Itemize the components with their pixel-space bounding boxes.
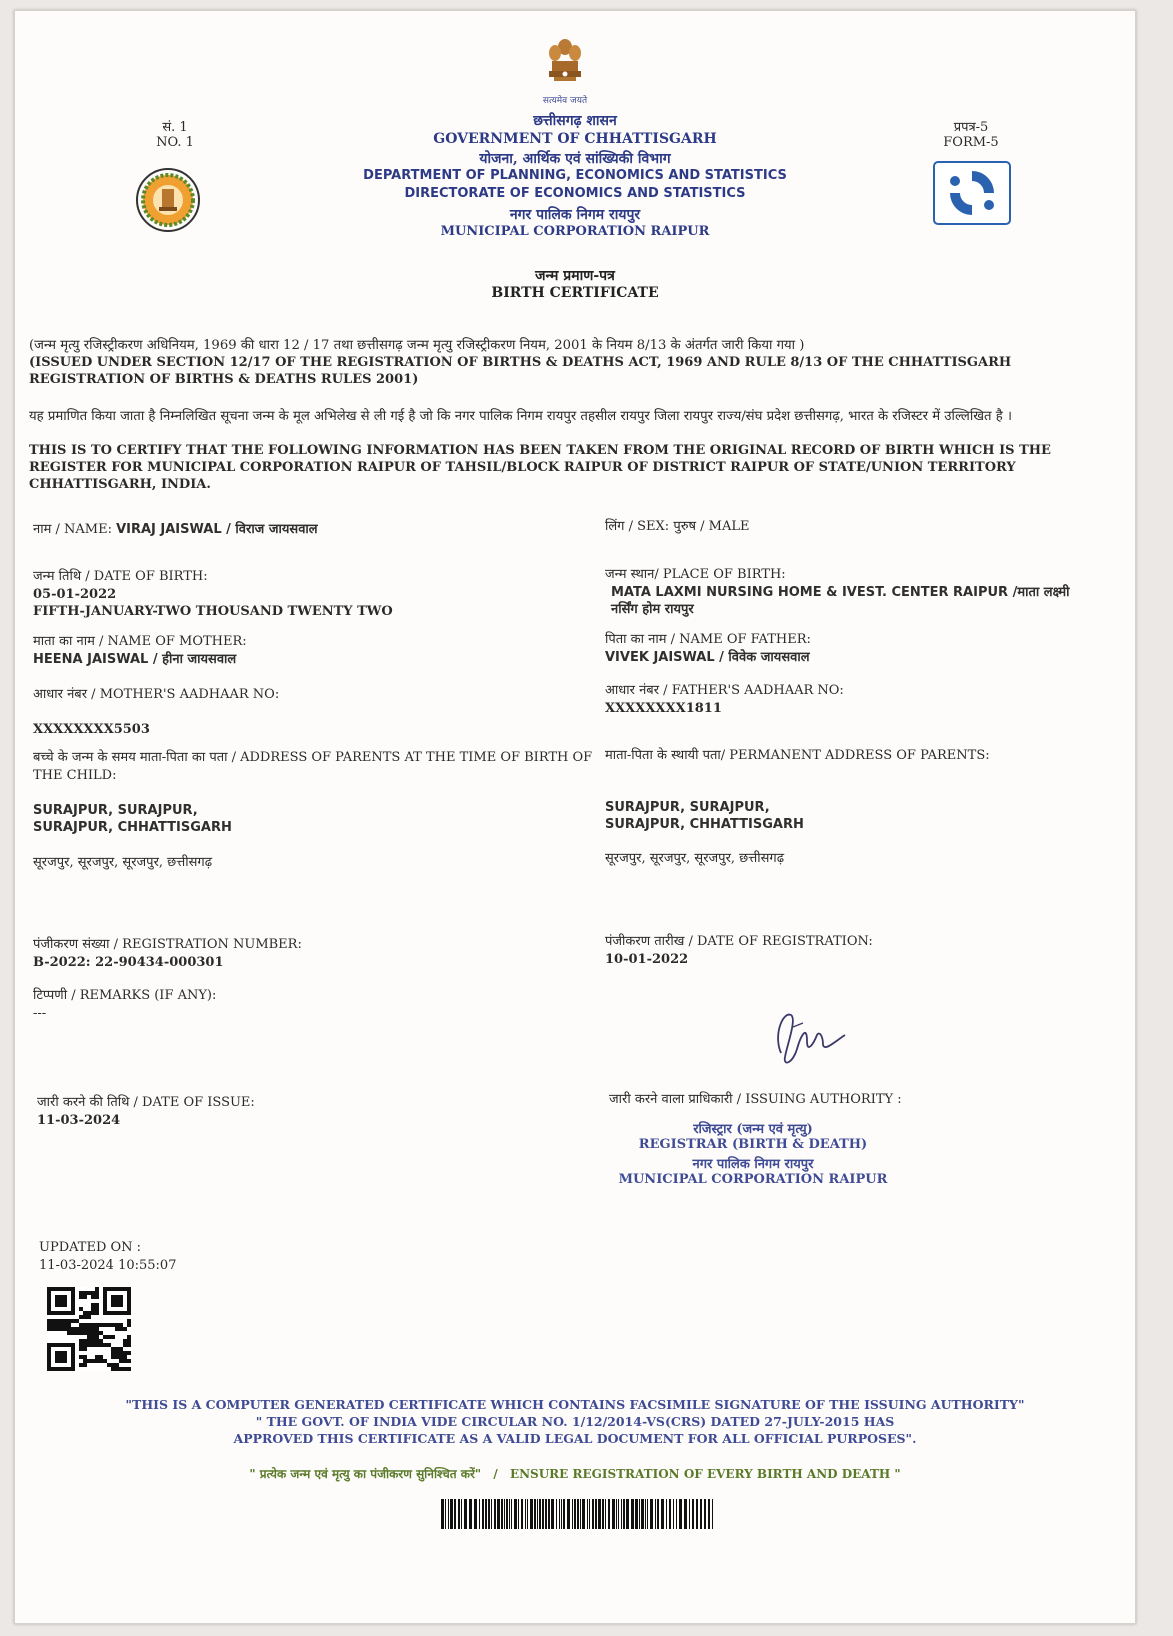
father-name-label: पिता का नाम / NAME OF FATHER: xyxy=(605,632,811,647)
updated-on-value: 11-03-2024 10:55:07 xyxy=(39,1258,177,1273)
registration-date-value: 10-01-2022 xyxy=(605,952,689,967)
serial-number-en: NO. 1 xyxy=(156,135,194,150)
issuing-authority-label: जारी करने वाला प्राधिकारी / ISSUING AUTHORITY : xyxy=(609,1092,902,1107)
directorate-name-en: DIRECTORATE OF ECONOMICS AND STATISTICS xyxy=(404,186,746,201)
dob-value: 05-01-2022 xyxy=(33,587,117,602)
form-number-en: FORM-5 xyxy=(943,135,999,150)
registrar-corp-en: MUNICIPAL CORPORATION RAIPUR xyxy=(618,1172,888,1187)
barcode-icon xyxy=(441,1499,713,1529)
footer-approved: APPROVED THIS CERTIFICATE AS A VALID LEGAL DOCUMENT FOR ALL OFFICIAL PURPOSES". xyxy=(233,1431,917,1446)
footer-slogan xyxy=(75,1465,1075,1482)
permanent-address-label: माता-पिता के स्थायी पता/ PERMANENT ADDRESS OF PARENTS: xyxy=(605,748,990,763)
registration-number-label: पंजीकरण संख्या / REGISTRATION NUMBER: xyxy=(33,937,302,952)
birth-address-label: बच्चे के जन्म के समय माता-पिता का पता / ADDRESS OF PARENTS AT THE TIME OF BIRTH OF THE CHILD: xyxy=(33,750,593,783)
department-name-hi: योजना, आर्थिक एवं सांख्यिकी विभाग xyxy=(479,151,671,167)
issued-under-en: (ISSUED UNDER SECTION 12/17 OF THE REGISTRATION OF BIRTHS & DEATHS ACT, 1969 AND RULE 8/13 OF THE CHHATTISGARH REGISTRATION OF BIRTHS & DEATHS RULES 2001) xyxy=(29,355,1012,387)
mother-aadhaar-label: आधार नंबर / MOTHER'S AADHAAR NO: xyxy=(33,687,280,702)
government-name-en: GOVERNMENT OF CHHATTISGARH xyxy=(433,131,717,147)
father-aadhaar-value: XXXXXXXX1811 xyxy=(605,701,722,716)
updated-on-label: UPDATED ON : xyxy=(39,1240,142,1255)
footer-computer-generated: "THIS IS A COMPUTER GENERATED CERTIFICATE WHICH CONTAINS FACSIMILE SIGNATURE OF THE ISSUING AUTHORITY" xyxy=(125,1397,1025,1412)
signature-icon xyxy=(763,1005,853,1071)
dob-label: जन्म तिथि / DATE OF BIRTH: xyxy=(33,569,208,584)
registration-date-label: पंजीकरण तारीख / DATE OF REGISTRATION: xyxy=(605,934,873,949)
footer-circular: " THE GOVT. OF INDIA VIDE CIRCULAR NO. 1/12/2014-VS(CRS) DATED 27-JULY-2015 HAS xyxy=(255,1414,895,1429)
remarks-value: --- xyxy=(33,1006,47,1021)
corporation-name-en: MUNICIPAL CORPORATION RAIPUR xyxy=(440,224,710,239)
mother-name-value: HEENA JAISWAL / हीना जायसवाल xyxy=(33,652,237,667)
permanent-address-hi: सूरजपुर, सूरजपुर, सूरजपुर, छत्तीसगढ़ xyxy=(605,851,785,866)
slogan-separator: / xyxy=(493,1467,498,1481)
sex xyxy=(605,518,1105,536)
qr-code-icon xyxy=(47,1287,131,1371)
registrar-title-en: REGISTRAR (BIRTH & DEATH) xyxy=(638,1137,868,1152)
registrar-corp-hi: नगर पालिक निगम रायपुर xyxy=(692,1157,814,1172)
slogan-hi: " प्रत्येक जन्म एवं मृत्यु का पंजीकरण सुनिश्चित करें" xyxy=(249,1467,482,1481)
remarks-label: टिप्पणी / REMARKS (IF ANY): xyxy=(33,988,217,1003)
place-of-birth-value: MATA LAXMI NURSING HOME & IVEST. CENTER RAIPUR /माता लक्ष्मी नर्सिंग होम रायपुर xyxy=(611,585,1070,617)
certify-statement-en: THIS IS TO CERTIFY THAT THE FOLLOWING INFORMATION HAS BEEN TAKEN FROM THE ORIGINAL RECORD OF BIRTH WHICH IS THE REGISTER FOR MUNICIPAL CORPORATION RAIPUR OF TAHSIL/BLOCK RAIPUR OF DISTRICT RAIPUR OF STATE/UNION TERRITORY CHHATTISGARH, INDIA. xyxy=(29,443,1051,492)
dob-words: FIFTH-JANUARY-TWO THOUSAND TWENTY TWO xyxy=(33,604,393,619)
certify-statement-hi: यह प्रमाणित किया जाता है निम्नलिखित सूचना जन्म के मूल अभिलेख से ली गई है जो कि नगर पालिक निगम रायपुर तहसील रायपुर जिला रायपुर राज्य/संघ प्रदेश छत्तीसगढ़, भारत के रजिस्टर में उल्लिखित है । xyxy=(29,409,1012,424)
registration-number-value: B-2022: 22-90434-000301 xyxy=(33,955,224,970)
issued-under-hi: (जन्म मृत्यु रजिस्ट्रीकरण अधिनियम, 1969 की धारा 12 / 17 तथा छत्तीसगढ़ जन्म मृत्यु रजिस्ट्रीकरण नियम, 2001 के नियम 8/13 के अंतर्गत जारी किया गया ) xyxy=(29,338,805,353)
registrar-title-hi: रजिस्ट्रार (जन्म एवं मृत्यु) xyxy=(693,1122,813,1137)
department-name-en: DEPARTMENT OF PLANNING, ECONOMICS AND STATISTICS xyxy=(363,168,787,183)
certificate-sheet xyxy=(14,10,1136,1624)
national-emblem-icon xyxy=(540,35,590,95)
place-of-birth-label: जन्म स्थान/ PLACE OF BIRTH: xyxy=(605,567,786,582)
child-name-value: VIRAJ JAISWAL / विराज जायसवाल xyxy=(116,522,318,537)
birth-address-hi: सूरजपुर, सूरजपुर, सूरजपुर, छत्तीसगढ़ xyxy=(33,855,213,870)
issue-date-value: 11-03-2024 xyxy=(37,1113,121,1128)
sex-value: पुरुष / MALE xyxy=(673,519,750,534)
child-name xyxy=(33,521,593,539)
birth-address-en: SURAJPUR, SURAJPUR, SURAJPUR, CHHATTISGARH xyxy=(33,803,232,835)
form-number-hi: प्रपत्र-5 xyxy=(953,120,989,135)
emblem-motto: सत्यमेव जयते xyxy=(542,96,588,106)
issue-date-label: जारी करने की तिथि / DATE OF ISSUE: xyxy=(37,1095,255,1110)
certificate-title-en: BIRTH CERTIFICATE xyxy=(491,285,659,301)
mother-name-label: माता का नाम / NAME OF MOTHER: xyxy=(33,634,247,649)
mother-aadhaar-value: XXXXXXXX5503 xyxy=(33,722,150,737)
sex-label: लिंग / SEX: xyxy=(605,519,674,534)
crs-logo-icon xyxy=(933,161,1011,225)
father-aadhaar-label: आधार नंबर / FATHER'S AADHAAR NO: xyxy=(605,683,844,698)
child-name-label: नाम / NAME: xyxy=(33,522,117,537)
chhattisgarh-seal-icon xyxy=(135,167,201,233)
certificate-title-hi: जन्म प्रमाण-पत्र xyxy=(535,268,615,284)
permanent-address-en: SURAJPUR, SURAJPUR, SURAJPUR, CHHATTISGARH xyxy=(605,800,804,832)
slogan-en: ENSURE REGISTRATION OF EVERY BIRTH AND DEATH " xyxy=(509,1467,901,1481)
father-name-value: VIVEK JAISWAL / विवेक जायसवाल xyxy=(605,650,810,665)
serial-number-hi: सं. 1 xyxy=(162,120,188,135)
government-name-hi: छत्तीसगढ़ शासन xyxy=(533,113,617,129)
corporation-name-hi: नगर पालिक निगम रायपुर xyxy=(509,207,641,223)
